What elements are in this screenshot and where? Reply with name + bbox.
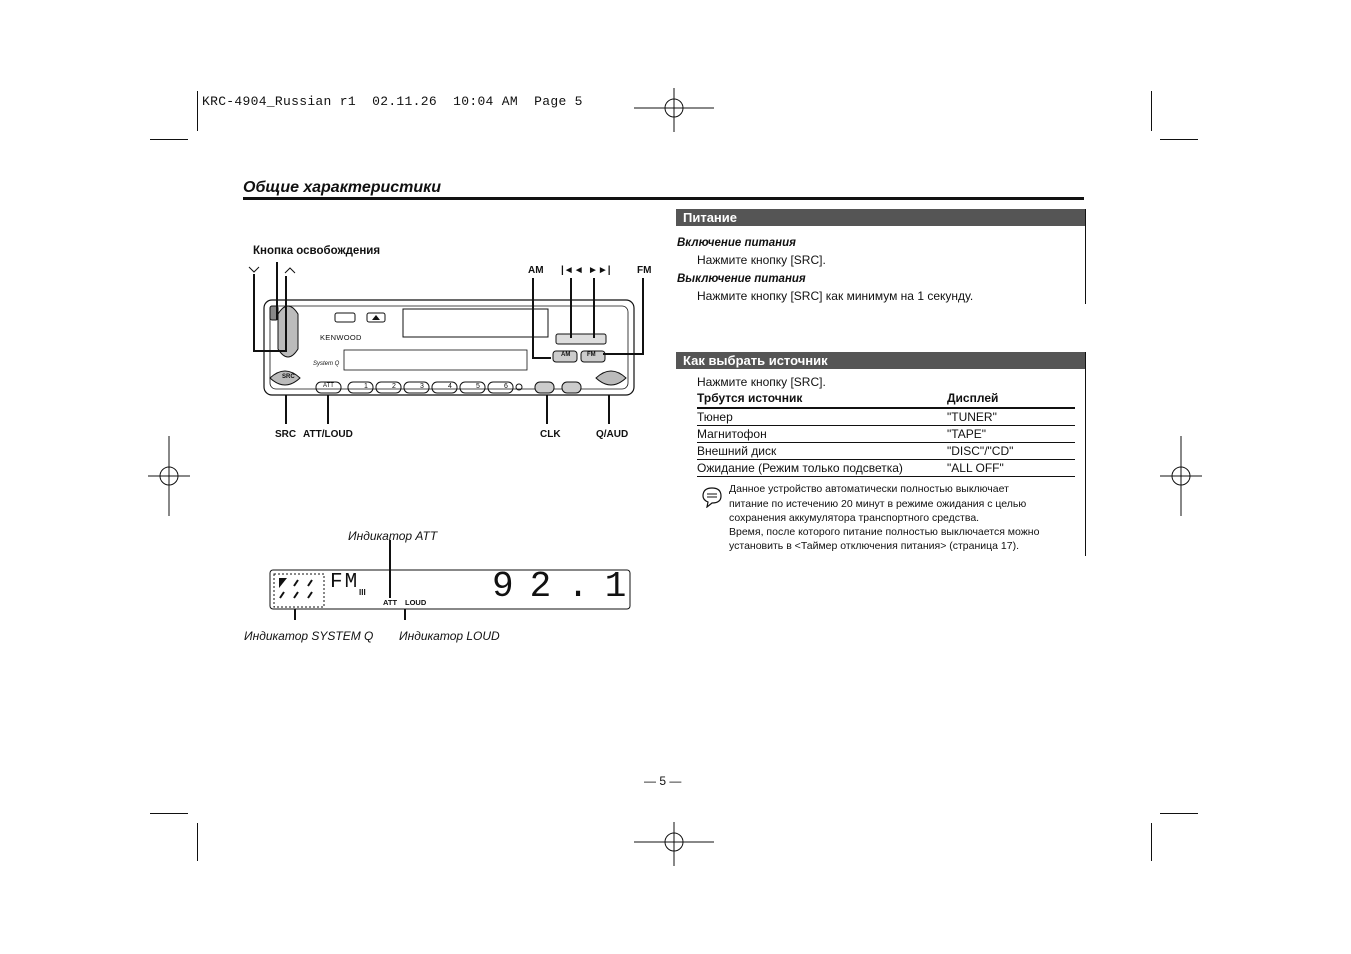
registration-mark-top [634, 88, 714, 132]
table-row [697, 443, 1075, 460]
power-off-heading: Выключение питания [677, 273, 806, 285]
loud-indicator-label: Индикатор LOUD [399, 629, 500, 643]
frequency-display: 92.1 [492, 566, 643, 607]
cell-source: Тюнер [697, 408, 947, 426]
note-icon [700, 486, 724, 508]
callout-clk: CLK [540, 429, 561, 440]
callout-next: ►►| [588, 265, 611, 276]
source-section-border [1085, 352, 1086, 556]
preset-5[interactable]: 5 [476, 383, 480, 390]
registration-mark-bottom [634, 822, 714, 866]
power-on-heading: Включение питания [677, 237, 796, 249]
att-indicator-label: Индикатор ATT [348, 529, 438, 543]
src-button[interactable]: SRC [282, 374, 295, 380]
page-number: — 5 — [644, 774, 682, 788]
source-table [697, 390, 1075, 477]
power-off-text: Нажмите кнопку [SRC] как минимум на 1 секунду. [697, 289, 974, 303]
callout-src: SRC [275, 429, 297, 440]
table-row [697, 408, 1075, 426]
att-text: ATT [383, 598, 398, 607]
title-rule [243, 197, 1084, 200]
power-section-title: Питание [676, 209, 1086, 226]
note-line-1: Данное устройство автоматически полностью выключает [729, 483, 1009, 495]
cell-display: "DISC"/"CD" [947, 443, 1075, 460]
att-button[interactable]: ATT [323, 383, 334, 389]
col-source: Трбутся источник [697, 390, 947, 408]
preset-1[interactable]: 1 [364, 383, 368, 390]
cell-source: Магнитофон [697, 426, 947, 443]
preset-3[interactable]: 3 [420, 383, 424, 390]
am-button[interactable]: AM [561, 352, 571, 358]
callout-q-aud: Q/AUD [596, 429, 629, 440]
table-row [697, 460, 1075, 477]
head-unit-diagram [240, 258, 660, 443]
cell-display: "ALL OFF" [947, 460, 1075, 477]
band-sub-indicator: III [359, 588, 366, 597]
cell-display: "TAPE" [947, 426, 1075, 443]
fm-button[interactable]: FM [587, 352, 596, 358]
cell-source: Внешний диск [697, 443, 947, 460]
source-intro: Нажмите кнопку [SRC]. [697, 375, 826, 389]
note-line-5: установить в <Таймер отключения питания> (страница 17). [729, 540, 1020, 552]
note-line-4: Время, после которого питание полностью выключается можно [729, 526, 1040, 538]
section-title: Общие характеристики [243, 179, 442, 196]
print-header: KRC-4904_Russian r1 02.11.26 10:04 AM Page 5 [202, 94, 583, 109]
cell-display: "TUNER" [947, 408, 1075, 426]
systemq-indicator-label: Индикатор SYSTEM Q [244, 629, 374, 643]
cell-source: Ожидание (Режим только подсветка) [697, 460, 947, 477]
brand-logo: KENWOOD [320, 333, 362, 342]
power-on-text: Нажмите кнопку [SRC]. [697, 253, 826, 267]
preset-2[interactable]: 2 [392, 383, 396, 390]
loud-text: LOUD [405, 598, 427, 607]
system-q-logo: System Q [313, 361, 340, 367]
callout-prev: |◄◄ [561, 265, 584, 276]
callout-att-loud: ATT/LOUD [303, 429, 353, 440]
source-section-title: Как выбрать источник [676, 352, 1086, 369]
registration-mark-left [148, 436, 190, 516]
preset-4[interactable]: 4 [448, 383, 452, 390]
power-section-border [1085, 209, 1086, 304]
release-button-label: Кнопка освобождения [253, 245, 381, 257]
registration-mark-right [1160, 436, 1202, 516]
table-row [697, 426, 1075, 443]
col-display: Дисплей [947, 390, 1075, 408]
band-indicator: FM [330, 571, 360, 594]
note-line-3: сохранения аккумулятора транспортного средства. [729, 512, 980, 524]
callout-am: AM [528, 265, 544, 276]
preset-6[interactable]: 6 [504, 383, 508, 390]
callout-fm: FM [637, 265, 652, 276]
note-line-2: питание по истечению 20 минут в режиме ожидания с целью [729, 498, 1027, 510]
